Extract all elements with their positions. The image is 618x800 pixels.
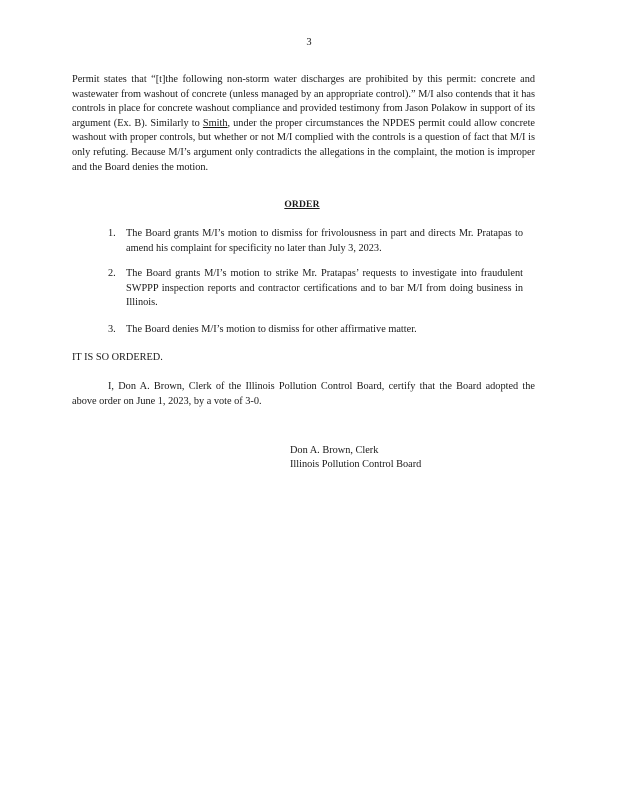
intro-text-before-case: Permit states that “[t]the following non-storm water discharges are prohibited by this permit: concrete and wastewater from washout of concrete (unless managed by an appropriate control).” M/I also contends that it has controls in place for concrete washout compliance and provided testimony from Jason Polakow in support of its argument (Ex. B). Similarly to bbox=[72, 74, 535, 129]
signature-organization: Illinois Pollution Control Board bbox=[290, 459, 422, 470]
order-heading-text: ORDER bbox=[284, 200, 320, 210]
signature-name: Don A. Brown, Clerk bbox=[290, 445, 379, 456]
order-heading bbox=[0, 200, 618, 210]
clerk-certification: I, Don A. Brown, Clerk of the Illinois Pollution Control Board, certify that the Board adopted the above order on June 1, 2023, by a vote of 3-0. bbox=[72, 381, 535, 407]
order-item-number: 3. bbox=[108, 324, 116, 335]
order-item-text: The Board grants M/I’s motion to dismiss for frivolousness in part and directs Mr. Pratapas to amend his complaint for specificity no later than July 3, 2023. bbox=[126, 228, 523, 254]
order-item-text: The Board grants M/I’s motion to strike Mr. Pratapas’ requests to investigate into fraudulent SWPPP inspection reports and contractor certifications and to bar M/I from doing business in Illinois. bbox=[126, 268, 523, 309]
order-item-number: 1. bbox=[108, 228, 116, 239]
order-item-1 bbox=[108, 227, 523, 257]
order-item-text: The Board denies M/I’s motion to dismiss for other affirmative matter. bbox=[126, 324, 417, 335]
order-item-number: 2. bbox=[108, 268, 116, 279]
order-item-3 bbox=[108, 323, 523, 338]
intro-paragraph bbox=[72, 73, 535, 175]
page-number: 3 bbox=[306, 37, 312, 48]
so-ordered: IT IS SO ORDERED. bbox=[72, 352, 163, 363]
order-item-2 bbox=[108, 267, 523, 311]
intro-text-after-case: , under the proper circumstances the NPDES permit could allow concrete washout with proper controls, but whether or not M/I complied with the controls is a question of fact that M/I is only refuting. Because M/I’s argument only contradicts the allegations in the complaint, the motion is improper and the Board denies the motion. bbox=[72, 117, 535, 173]
case-name-smith: Smith bbox=[202, 117, 228, 129]
